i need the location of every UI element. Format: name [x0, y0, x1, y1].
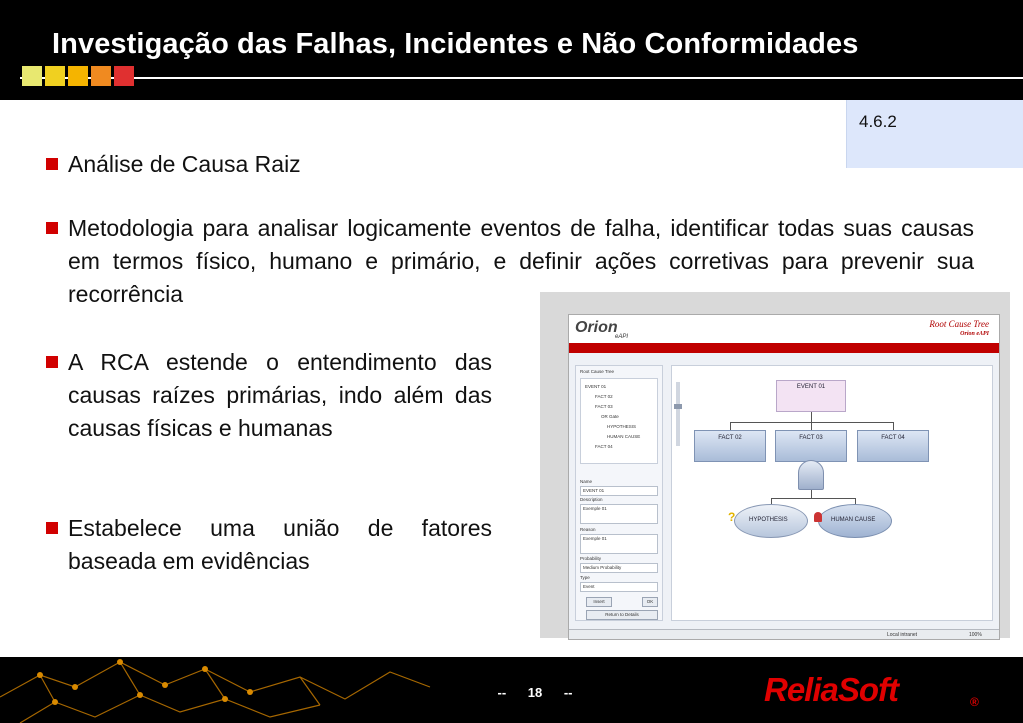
brand-logo: ReliaSoft: [764, 671, 899, 708]
app-logo: Orion: [575, 319, 618, 336]
description-label: Description: [580, 497, 603, 502]
browser-status-bar: [569, 629, 1000, 640]
event-node[interactable]: EVENT 01: [776, 380, 846, 412]
question-mark-icon: ?: [728, 510, 736, 524]
reason-field[interactable]: Exemple 01: [580, 534, 658, 554]
tree-label: Root Cause Tree: [580, 369, 615, 374]
app-header: [569, 315, 1000, 343]
footer-bar: [0, 657, 1023, 723]
registered-mark: ®: [970, 695, 979, 709]
person-icon: [814, 512, 822, 522]
section-number: 4.6.2: [859, 112, 897, 131]
app-title: Root Cause Tree: [929, 319, 989, 329]
tree-item[interactable]: HYPOTHESIS: [607, 424, 637, 429]
app-screenshot: [568, 314, 1000, 640]
tree-item[interactable]: FACT 02: [595, 394, 613, 399]
color-square: [45, 66, 65, 86]
bullet-text: Estabelece uma união de fatores baseada em evidências: [68, 515, 492, 574]
type-select[interactable]: Event: [580, 582, 658, 592]
bullet-marker-icon: [46, 522, 58, 534]
color-square: [22, 66, 42, 86]
bullet-marker-icon: [46, 158, 58, 170]
app-logo-sub: eAPI: [615, 334, 629, 340]
bullet-text: Metodologia para analisar logicamente eventos de falha, identificar todas suas causas em termos físico, humano e primário, e definir ações corretivas para prevenir sua recorrência: [68, 215, 974, 307]
tree-canvas[interactable]: [671, 365, 993, 621]
connector-line: [730, 422, 894, 423]
tree-view[interactable]: [580, 378, 658, 464]
color-square: [91, 66, 111, 86]
connector-line: [771, 498, 855, 499]
app-menu-bar: [569, 343, 1000, 353]
tree-item[interactable]: EVENT 01: [585, 384, 607, 389]
tree-item[interactable]: FACT 03: [595, 404, 613, 409]
fact-node[interactable]: FACT 04: [857, 430, 929, 462]
bullet-item: [46, 512, 492, 578]
insert-button[interactable]: Insert: [586, 597, 612, 607]
tree-item[interactable]: FACT 04: [595, 444, 613, 449]
header-divider: [20, 77, 1023, 79]
zone-status: Local intranet: [887, 632, 918, 638]
bullet-marker-icon: [46, 356, 58, 368]
fact-node[interactable]: FACT 02: [694, 430, 766, 462]
header-bar: [0, 0, 1023, 100]
tree-item[interactable]: HUMAN CAUSE: [607, 434, 641, 439]
color-squares: [22, 66, 134, 86]
probability-label: Probability: [580, 556, 602, 561]
page-title: Investigação das Falhas, Incidentes e Não Conformidades: [52, 28, 859, 60]
bullet-marker-icon: [46, 222, 58, 234]
zoom-status[interactable]: 100%: [969, 632, 982, 638]
hypothesis-node[interactable]: HYPOTHESIS: [734, 504, 808, 538]
fact-node[interactable]: FACT 03: [775, 430, 847, 462]
bullet-text: Análise de Causa Raiz: [68, 151, 301, 177]
connector-line: [811, 490, 812, 498]
return-to-details-button[interactable]: Return to Details: [586, 610, 658, 620]
color-square: [68, 66, 88, 86]
tree-item[interactable]: OR Gate: [601, 414, 619, 419]
connector-line: [893, 422, 894, 430]
probability-select[interactable]: Medium Probability: [580, 563, 658, 573]
type-label: Type: [580, 575, 590, 580]
human-cause-node[interactable]: HUMAN CAUSE: [818, 504, 892, 538]
bullet-text: A RCA estende o entendimento das causas raízes primárias, indo além das causas físicas e humanas: [68, 349, 492, 441]
page-number: -- 18 --: [497, 685, 573, 700]
connector-line: [811, 412, 812, 422]
name-label: Name: [580, 479, 593, 484]
zoom-slider-knob[interactable]: [674, 404, 682, 409]
app-body: [569, 353, 1000, 629]
connector-line: [811, 422, 812, 430]
color-square: [114, 66, 134, 86]
connector-line: [730, 422, 731, 430]
app-subtitle: Orion eAPI: [960, 331, 989, 337]
bullet-item: [46, 148, 976, 181]
description-field[interactable]: Exemple 01: [580, 504, 658, 524]
or-gate-icon[interactable]: [798, 460, 824, 490]
bullet-item: [46, 346, 492, 445]
ok-button[interactable]: OK: [642, 597, 658, 607]
name-field[interactable]: EVENT 01: [580, 486, 658, 496]
zoom-slider[interactable]: [676, 382, 680, 446]
left-panel: [575, 365, 663, 621]
reason-label: Reason: [580, 527, 596, 532]
